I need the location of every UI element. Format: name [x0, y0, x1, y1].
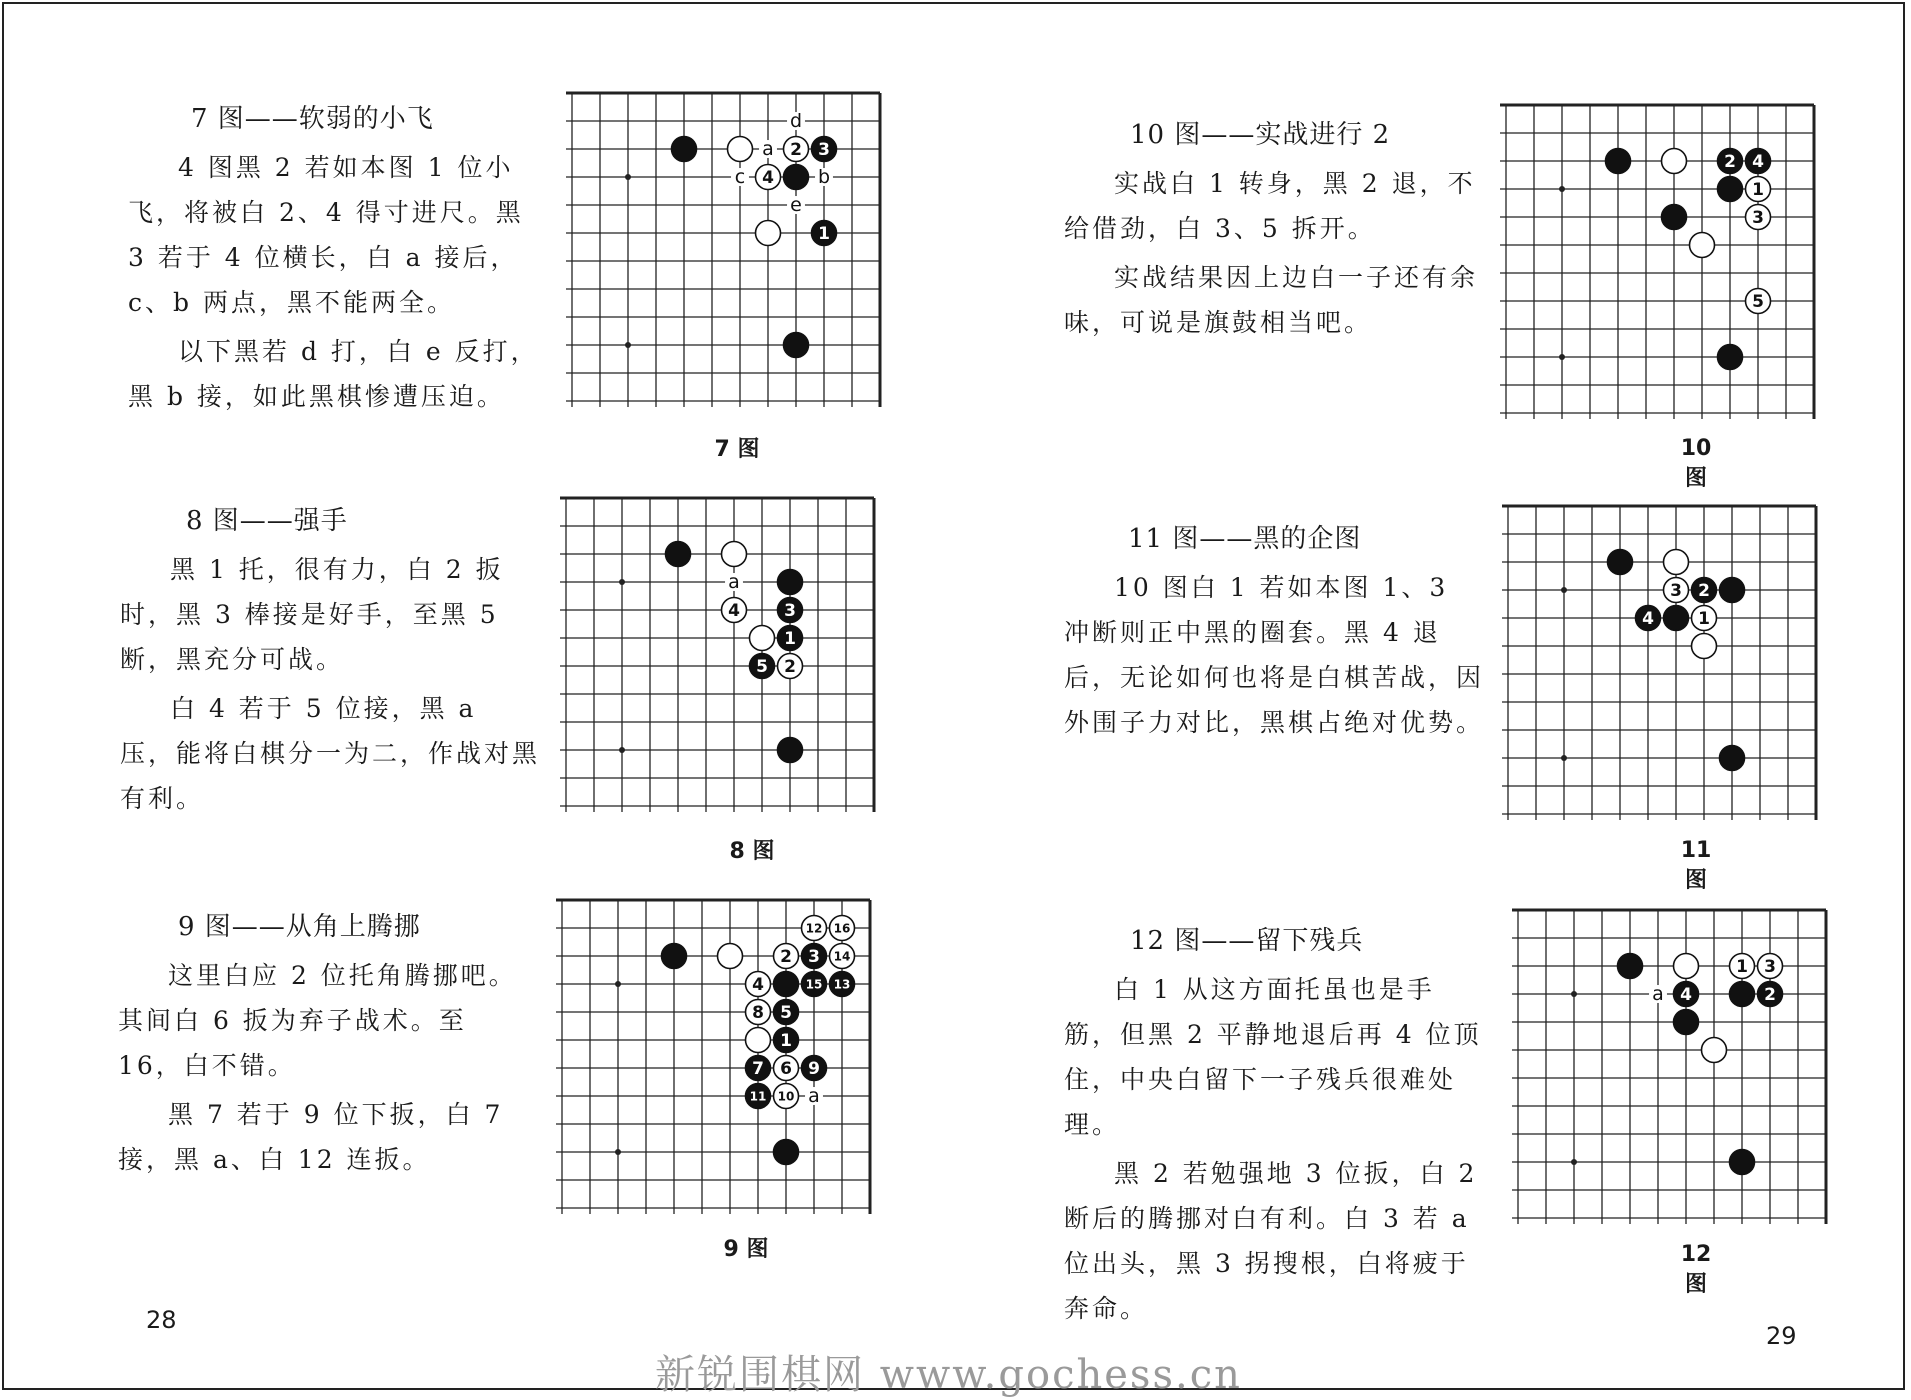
white-stone [718, 944, 743, 969]
page-number-left: 28 [146, 1306, 177, 1334]
black-stone [1730, 1150, 1755, 1175]
stone-move-number: 4 [728, 601, 740, 622]
stone-move-number: 2 [1764, 985, 1776, 1006]
black-stone [1730, 982, 1755, 1007]
black-stone [1674, 1010, 1699, 1035]
stone-move-number: 2 [780, 947, 792, 968]
star-point [1561, 587, 1567, 593]
figure-12-caption: 12 图 [1680, 1242, 1712, 1297]
black-stone [1608, 550, 1633, 575]
black-stone [774, 972, 799, 997]
white-stone [750, 626, 775, 651]
figure-12-para-1: 白 1 从这方面托虽也是手筋，但黑 2 平静地退后再 4 位顶住，中央白留下一子残兵很难处理。 [1064, 975, 1482, 1139]
star-point [1571, 1159, 1577, 1165]
figure-10-para-1: 实战白 1 转身，黑 2 退，不给借劲，白 3、5 拆开。 [1064, 169, 1476, 243]
stone-move-number: 11 [749, 1089, 767, 1104]
watermark: 新锐围棋网 www.gochess.cn [655, 1352, 1242, 1398]
star-point [615, 981, 621, 987]
white-stone [1692, 634, 1717, 659]
page-number-right: 29 [1766, 1322, 1797, 1350]
black-stone [1662, 205, 1687, 230]
stone-move-number: 15 [805, 977, 823, 992]
figure-12-text [1064, 920, 1484, 1331]
board-svg [1512, 904, 1832, 1224]
black-stone [1720, 578, 1745, 603]
stone-move-number: 9 [808, 1059, 820, 1080]
stone-move-number: 4 [1680, 985, 1692, 1006]
figure-10-caption: 10 图 [1680, 436, 1712, 491]
black-stone [1618, 954, 1643, 979]
white-stone [1674, 954, 1699, 979]
figure-7-text [128, 98, 548, 419]
board-svg [1502, 500, 1822, 820]
stone-move-number: 1 [818, 224, 830, 245]
stone-move-number: 5 [756, 657, 768, 678]
stone-move-number: 8 [752, 1003, 764, 1024]
stone-move-number: 5 [780, 1003, 792, 1024]
white-stone [756, 221, 781, 246]
figure-8-para-2: 白 4 若于 5 位接，黑 a 压，能将白棋分一为二，作战对黑有利。 [120, 694, 541, 813]
figure-7-para-2: 以下黑若 d 打，白 e 反打，黑 b 接，如此黑棋惨遭压迫。 [128, 337, 539, 411]
stone-move-number: 2 [1724, 152, 1736, 173]
stone-move-number: 12 [805, 921, 823, 936]
white-stone [1664, 550, 1689, 575]
stone-move-number: 14 [833, 949, 851, 964]
figure-9-text [118, 906, 538, 1182]
stone-move-number: 2 [790, 140, 802, 161]
stone-move-number: 2 [784, 657, 796, 678]
black-stone [784, 333, 809, 358]
black-stone [662, 944, 687, 969]
black-stone [1718, 345, 1743, 370]
white-stone [746, 1028, 771, 1053]
stone-move-number: 16 [833, 921, 851, 936]
figure-9-title: 9 图——从角上腾挪 [178, 912, 421, 942]
star-point [619, 579, 625, 585]
board-svg [560, 492, 880, 812]
figure-7-caption: 7 图 [714, 437, 760, 462]
white-stone [1690, 233, 1715, 258]
go-board-9 [556, 894, 878, 1230]
black-stone [1720, 746, 1745, 771]
black-stone [1606, 149, 1631, 174]
board-letter-mark: e [790, 194, 802, 216]
stone-move-number: 3 [808, 947, 820, 968]
stone-move-number: 4 [762, 168, 774, 189]
star-point [625, 174, 631, 180]
figure-11-title: 11 图——黑的企图 [1128, 524, 1362, 554]
stone-move-number: 3 [1752, 208, 1764, 229]
star-point [1571, 991, 1577, 997]
star-point [619, 747, 625, 753]
figure-10-para-2: 实战结果因上边白一子还有余味，可说是旗鼓相当吧。 [1064, 263, 1479, 337]
stone-move-number: 13 [833, 977, 851, 992]
figure-8-caption: 8 图 [729, 839, 775, 864]
white-stone [1702, 1038, 1727, 1063]
stone-move-number: 4 [1752, 152, 1764, 173]
star-point [625, 342, 631, 348]
figure-8-title: 8 图——强手 [186, 506, 348, 536]
stone-move-number: 4 [752, 975, 764, 996]
stone-move-number: 3 [1670, 581, 1682, 602]
black-stone [774, 1140, 799, 1165]
board-svg [1500, 99, 1820, 419]
board-letter-mark: a [762, 138, 774, 160]
stone-move-number: 1 [784, 629, 796, 650]
figure-11-para-1: 10 图白 1 若如本图 1、3 冲断则正中黑的圈套。黑 4 退后，无论如何也将是白棋苦战，因外围子力对比，黑棋占绝对优势。 [1064, 573, 1485, 737]
star-point [615, 1149, 621, 1155]
board-letter-mark: a [808, 1085, 820, 1107]
stone-move-number: 4 [1642, 609, 1654, 630]
go-board-10 [1500, 99, 1822, 435]
stone-move-number: 1 [780, 1031, 792, 1052]
figure-7-title: 7 图——软弱的小飞 [191, 104, 434, 134]
stone-move-number: 6 [780, 1059, 792, 1080]
figure-9-caption: 9 图 [723, 1237, 769, 1262]
figure-7-para-1: 4 图黑 2 若如本图 1 位小飞，将被白 2、4 得寸进尺。黑 3 若于 4 位横长，白 a 接后，c、b 两点，黑不能两全。 [128, 153, 524, 317]
figure-10-text [1064, 114, 1484, 345]
white-stone [1662, 149, 1687, 174]
go-board-11 [1502, 500, 1824, 836]
stone-move-number: 2 [1698, 581, 1710, 602]
figure-8-text [120, 500, 540, 821]
board-letter-mark: a [1652, 983, 1664, 1005]
figure-12-para-2: 黑 2 若勉强地 3 位扳，白 2 断后的腾挪对白有利。白 3 若 a 位出头，黑 3 拐搜根，白将疲于奔命。 [1064, 1159, 1478, 1323]
star-point [1559, 354, 1565, 360]
stone-move-number: 1 [1752, 180, 1764, 201]
board-letter-mark: a [728, 571, 740, 593]
stone-move-number: 10 [777, 1089, 795, 1104]
black-stone [778, 738, 803, 763]
board-svg [556, 894, 876, 1214]
stone-move-number: 3 [1764, 957, 1776, 978]
star-point [1561, 755, 1567, 761]
stone-move-number: 7 [752, 1059, 764, 1080]
black-stone [672, 137, 697, 162]
stone-move-number: 3 [784, 601, 796, 622]
figure-11-caption: 11 图 [1680, 838, 1712, 893]
black-stone [784, 165, 809, 190]
stone-move-number: 1 [1736, 957, 1748, 978]
board-letter-mark: d [789, 110, 803, 132]
stone-move-number: 3 [818, 140, 830, 161]
figure-10-title: 10 图——实战进行 2 [1130, 120, 1391, 150]
figure-12-title: 12 图——留下残兵 [1130, 926, 1364, 956]
black-stone [1664, 606, 1689, 631]
figure-9-para-2: 黑 7 若于 9 位下扳，白 7 接，黑 a、白 12 连扳。 [118, 1100, 504, 1174]
star-point [1559, 186, 1565, 192]
board-svg [566, 87, 886, 407]
figure-9-para-1: 这里白应 2 位托角腾挪吧。其间白 6 扳为弃子战术。至 16，白不错。 [118, 961, 517, 1080]
black-stone [666, 542, 691, 567]
go-board-8 [560, 492, 882, 828]
stone-move-number: 1 [1698, 609, 1710, 630]
go-board-7 [566, 87, 888, 423]
go-board-12 [1512, 904, 1834, 1240]
black-stone [1718, 177, 1743, 202]
black-stone [778, 570, 803, 595]
board-letter-mark: b [817, 166, 831, 188]
stone-move-number: 5 [1752, 292, 1764, 313]
board-letter-mark: c [734, 166, 746, 188]
white-stone [728, 137, 753, 162]
figure-11-text [1064, 518, 1484, 745]
white-stone [722, 542, 747, 567]
figure-8-para-1: 黑 1 托，很有力，白 2 扳时，黑 3 棒接是好手，至黑 5 断，黑充分可战。 [120, 555, 504, 674]
